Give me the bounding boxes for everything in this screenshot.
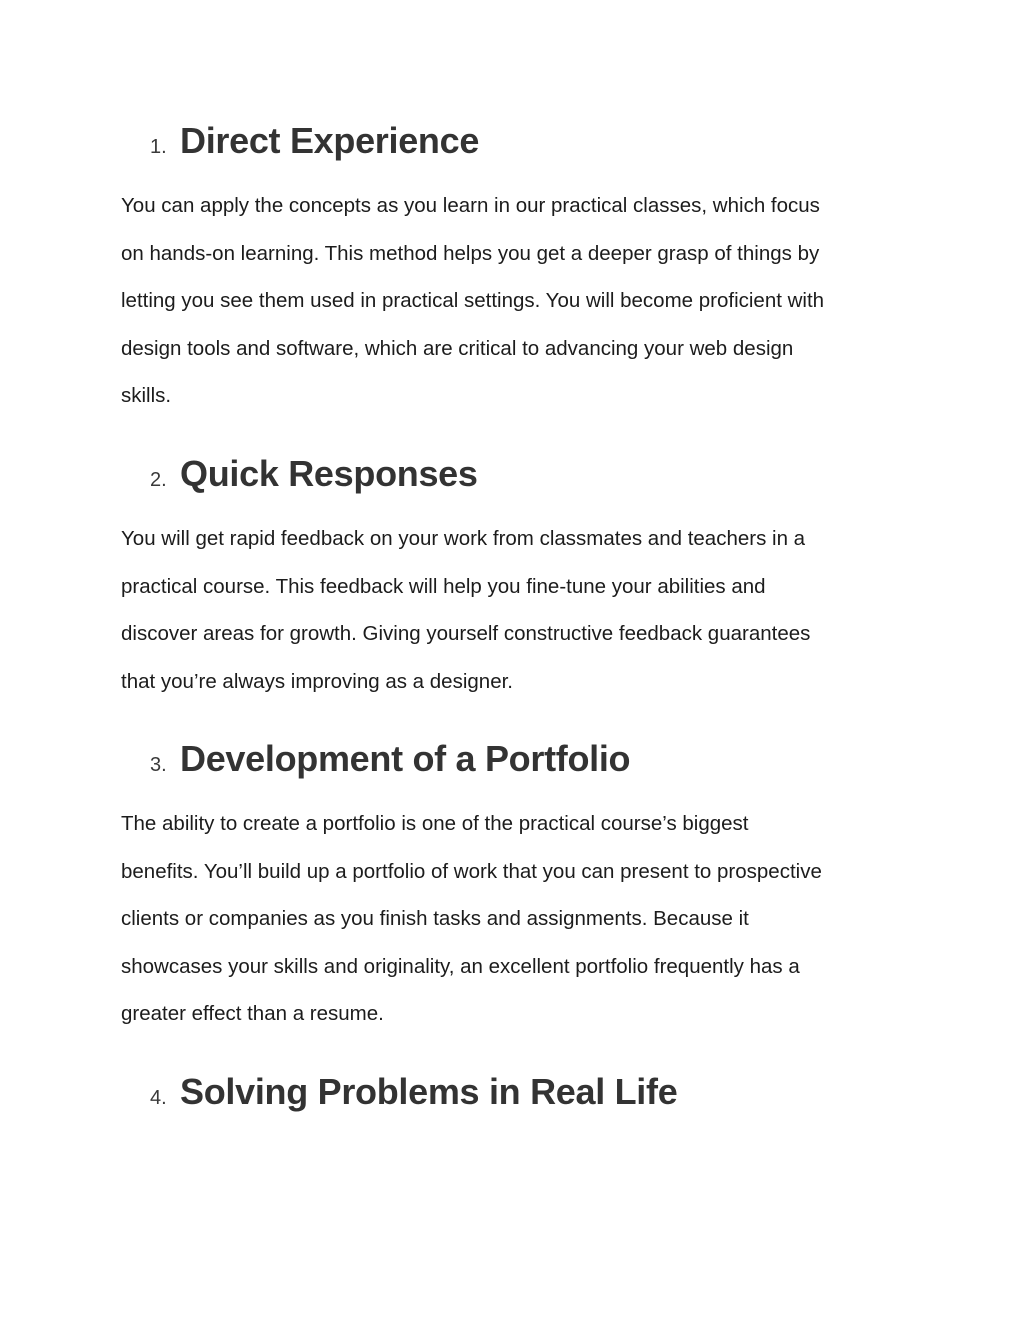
- section-paragraph-3: [121, 800, 911, 1038]
- paragraph-line: letting you see them used in practical settings. You will become proficient with: [121, 289, 825, 312]
- section-paragraph-2: [121, 515, 911, 705]
- section-title: Solving Problems in Real Life: [180, 1071, 678, 1112]
- paragraph-line: clients or companies as you finish tasks and assignments. Because it: [121, 907, 749, 930]
- section-heading-4: [150, 1071, 677, 1113]
- section-heading-1: [150, 120, 479, 162]
- paragraph-line: design tools and software, which are critical to advancing your web design: [121, 336, 794, 360]
- section-heading-3: [150, 738, 630, 780]
- list-number: 2.: [150, 469, 167, 491]
- paragraph-line: You will get rapid feedback on your work from classmates and teachers in a: [121, 527, 806, 550]
- paragraph-line: greater effect than a resume.: [121, 1002, 384, 1025]
- section-title: Direct Experience: [180, 120, 480, 161]
- paragraph-line: that you’re always improving as a designer.: [121, 669, 513, 693]
- list-number: 4.: [150, 1087, 167, 1109]
- paragraph-line: The ability to create a portfolio is one of the practical course’s biggest: [121, 812, 749, 835]
- paragraph-line: discover areas for growth. Giving yourself constructive feedback guarantees: [121, 622, 811, 645]
- paragraph-line: benefits. You’ll build up a portfolio of work that you can present to prospective: [121, 859, 822, 883]
- paragraph-line: You can apply the concepts as you learn in our practical classes, which focus: [121, 194, 820, 217]
- paragraph-line: showcases your skills and originality, an excellent portfolio frequently has a: [121, 954, 800, 978]
- section-heading-2: [150, 453, 478, 495]
- paragraph-line: on hands-on learning. This method helps you get a deeper grasp of things by: [121, 241, 820, 265]
- list-number: 3.: [150, 754, 167, 776]
- section-paragraph-1: [121, 182, 911, 420]
- section-title: Development of a Portfolio: [180, 738, 631, 779]
- paragraph-line: practical course. This feedback will help you fine-tune your abilities and: [121, 574, 766, 598]
- section-title: Quick Responses: [180, 453, 478, 494]
- list-number: 1.: [150, 136, 167, 158]
- paragraph-line: skills.: [121, 384, 172, 407]
